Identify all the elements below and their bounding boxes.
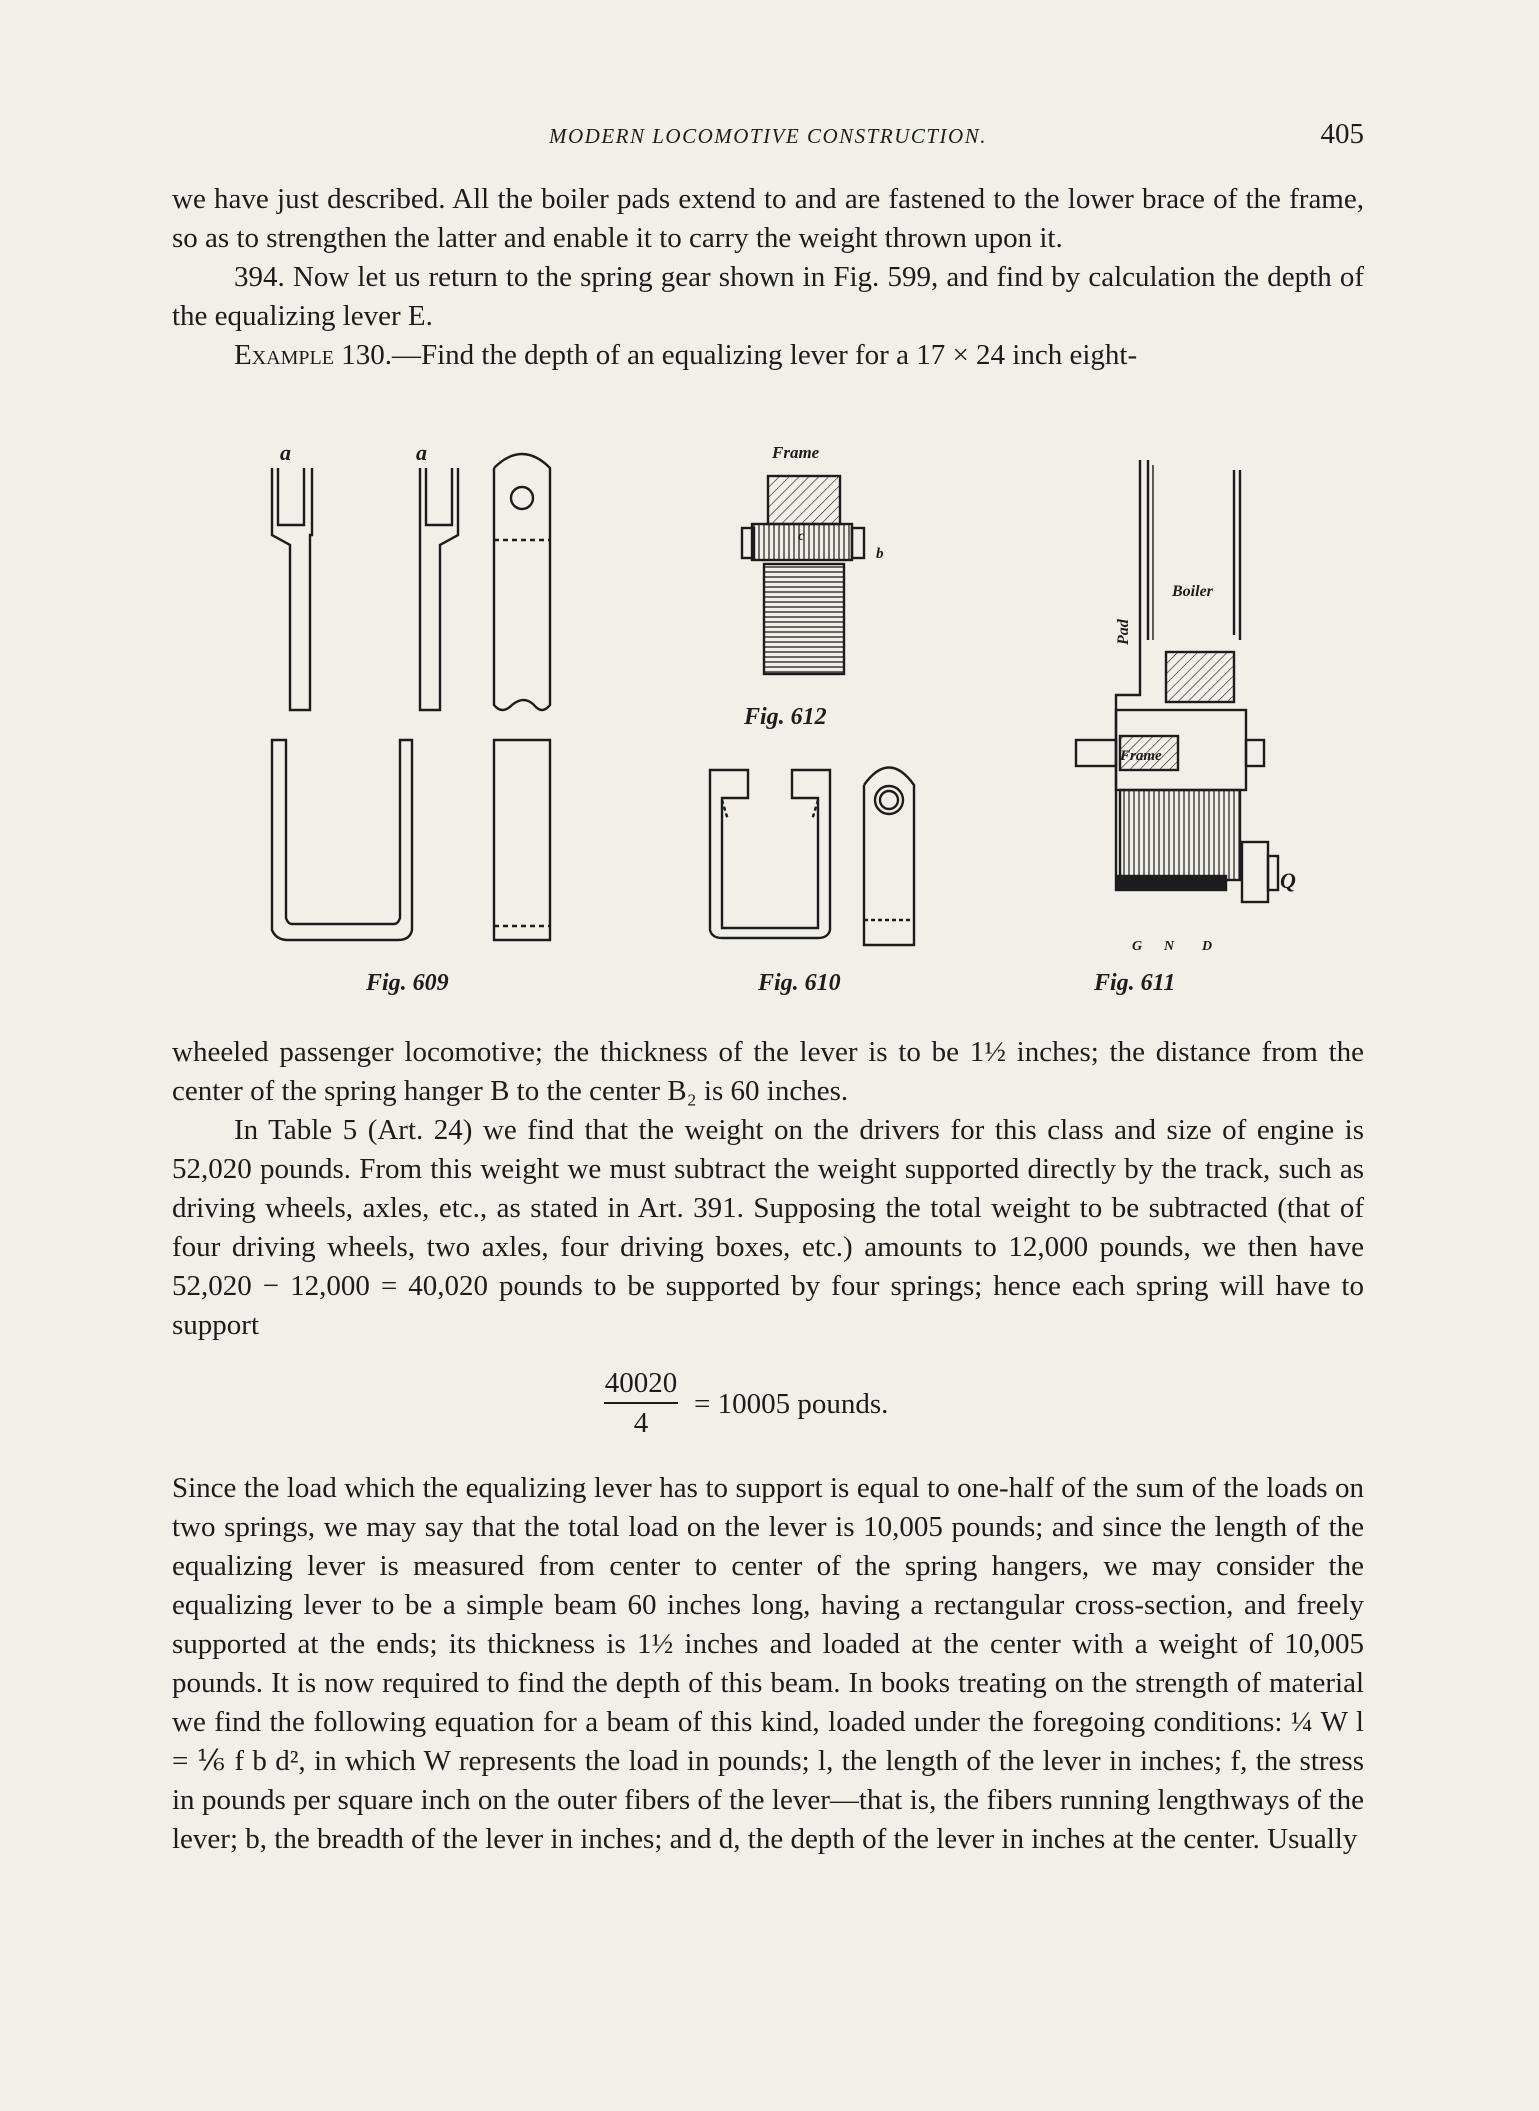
numerator: 40020 <box>604 1367 678 1399</box>
frame-label-612: Frame <box>772 443 820 462</box>
paragraph-since: Since the load which the equalizing lever has to support is equal to one-half of the sum of the loads on two springs, we may say that the total load on the lever is 10,005 pounds; and since the length of the equalizing lever is measured from center to center of the spring hangers, we may consider the equalizing lever to be a simple beam 60 inches long, having a rectangular cross-section, and freely supported at the ends; its thickness is 1½ inches and loaded at the center with a weight of 10,005 pounds. It is now required to find the depth of this beam. In books treating on the strength of material we find the following equation for a beam of this kind, loaded under the foregoing conditions: ¼ W l = ⅙ f b d², in which W represents the load in pounds; l, the length of the lever in inches; f, the stress in pounds per square inch on the outer fibers of the lever—that is, the fibers running lengthways of the lever; b, the breadth of the lever in inches; and d, the depth of the lever in inches at the center. Usually <box>172 1472 1364 1855</box>
fraction <box>600 1366 682 1440</box>
denominator: 4 <box>633 1407 649 1439</box>
g-label: G <box>1132 939 1143 954</box>
fig-612-caption: Fig. 612 <box>744 704 827 730</box>
paragraph-wheeled: wheeled passenger locomotive; the thickness of the lever is to be 1½ inches; the distance from the center of the spring hanger B to the center B₂ is 60 inches. <box>172 1036 1364 1107</box>
equation-result: = 10005 pounds. <box>694 1388 889 1420</box>
fraction-bar <box>604 1402 678 1404</box>
example-130-line <box>172 336 1364 375</box>
fig-611-caption: Fig. 611 <box>1094 970 1176 996</box>
top-text <box>172 180 1364 375</box>
fig-609-caption: Fig. 609 <box>366 970 449 996</box>
fig-612-drawing <box>742 443 884 674</box>
c-label: c <box>798 529 805 544</box>
paragraph-394: 394. Now let us return to the spring gear shown in Fig. 599, and find by calculation the depth of the equalizing lever E. <box>172 261 1364 332</box>
paragraph-table5: In Table 5 (Art. 24) we find that the weight on the drivers for this class and size of engine is 52,020 pounds. From this weight we must subtract the weight supported directly by the track, such as driving wheels, axles, etc., as stated in Art. 391. Supposing the total weight to be subtracted (that of four driving wheels, two axles, four driving boxes, etc.) amounts to 12,000 pounds, we then have 52,020 − 12,000 = 40,020 pounds to be supported by four springs; hence each spring will have to support <box>172 1114 1364 1341</box>
fig-609-drawing <box>272 440 550 940</box>
letter-a-left: a <box>280 440 291 465</box>
d-label: D <box>1202 939 1213 954</box>
figures-area <box>172 440 1364 1000</box>
bottom-text <box>172 1469 1364 1859</box>
b-label: b <box>876 546 884 562</box>
boiler-label: Boiler <box>1172 583 1213 600</box>
page-number: 405 <box>1320 118 1364 150</box>
paragraph-continuation: we have just described. All the boiler pads extend to and are fastened to the lower brace of the frame, so as to strengthen the latter and enable it to carry the weight thrown upon it. <box>172 183 1364 254</box>
n-label: N <box>1164 939 1175 954</box>
frame-label-611: Frame <box>1120 748 1162 764</box>
fig-610-caption: Fig. 610 <box>758 970 841 996</box>
fig-610-drawing <box>710 768 914 946</box>
running-title: MODERN LOCOMOTIVE CONSTRUCTION. <box>549 124 987 148</box>
pad-label: Pad <box>1115 619 1132 645</box>
page-header <box>172 118 1364 158</box>
letter-a-right: a <box>416 440 427 465</box>
fig-611-drawing <box>1076 460 1296 954</box>
example-label: Example <box>234 339 334 371</box>
example-text: 130.—Find the depth of an equalizing lever for a 17 × 24 inch eight- <box>333 339 1138 371</box>
q-label: Q <box>1280 868 1296 893</box>
figures-drawing <box>172 440 1364 1000</box>
mid-text <box>172 1033 1364 1345</box>
